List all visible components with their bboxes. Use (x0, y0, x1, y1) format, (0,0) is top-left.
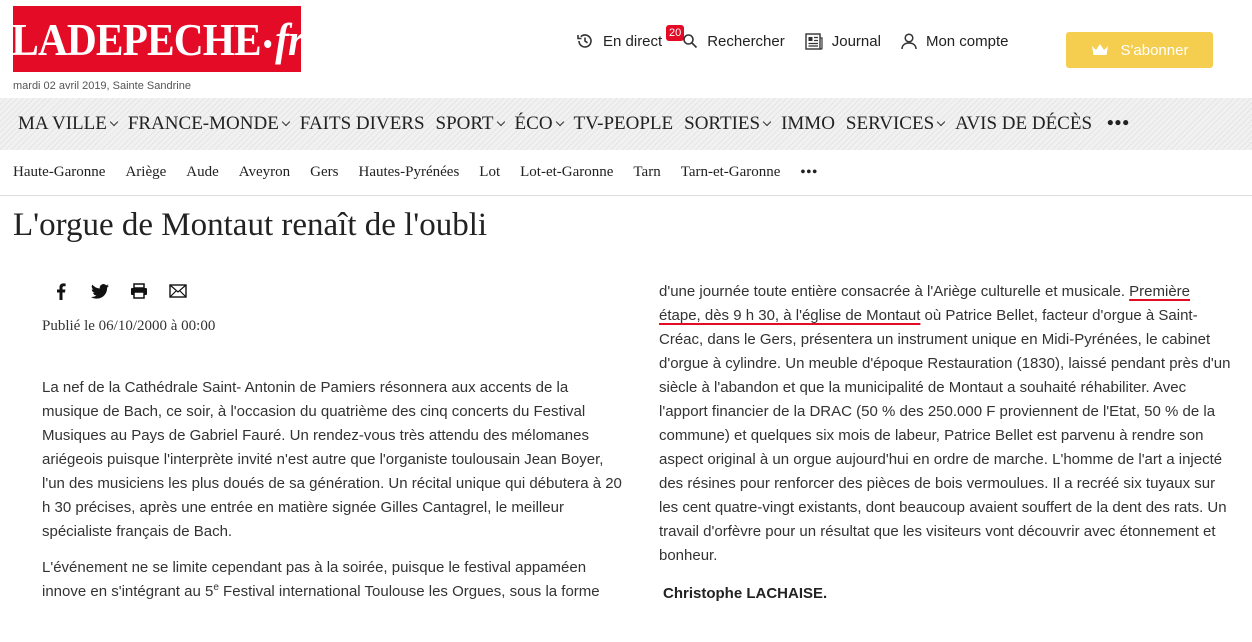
chevron-down-icon (555, 118, 563, 126)
article-paragraph: d'une journée toute entière consacrée à l'Ariège culturelle et musicale. Première étape, dès 9 h 30, à l'église de Montaut où Patrice Bellet, facteur d'orgue à Saint-Créac, dans le Gers, présentera un instrument unique en Midi-Pyrénées, le cabinet d'orgue à cylindre. Un meuble d'époque Restauration (1830), laissé pendant près d'un siècle à l'abandon et que la municipalité de Montaut a souhaité réhabiliter. Avec l'apport financier de la DRAC (50 % des 250.000 F proviennent de l'Etat, 50 % de la commune) et quelques six mois de labeur, Patrice Bellet est parvenu à rendre son aspect original à un orgue aujourd'hui en ordre de marche. L'homme de l'art a injecté des résines pour renforcer des pièces de bois vermoulues. Il a recréé six tuyaux sur les cent quatre-vingt existants, dont beaucoup avaient souffert de la dent des rats. Un travail d'orfèvre pour un résultat que les visiteurs vont découvrir avec étonnement et bonheur. (659, 283, 1231, 564)
nav-item-immo[interactable] (781, 113, 835, 135)
article-title: L'orgue de Montaut renaît de l'oubli (13, 207, 488, 243)
region-item-lot-et-garonne[interactable]: Lot-et-Garonne (520, 164, 614, 180)
region-item-tarn-et-garonne[interactable]: Tarn-et-Garonne (680, 164, 781, 180)
region-item-lot[interactable]: Lot (479, 164, 501, 180)
facebook-icon[interactable] (52, 282, 70, 300)
subscribe-button[interactable] (1066, 32, 1213, 68)
nav-label: IMMO (781, 113, 835, 134)
region-item-ariege[interactable]: Ariège (125, 164, 167, 180)
published-date: Publié le 06/10/2000 à 00:00 (42, 318, 216, 334)
logo-text: LADEPECHE fr (10, 13, 304, 65)
article-column-left (42, 376, 627, 616)
nav-label: FAITS DIVERS (299, 113, 425, 134)
site-logo[interactable] (10, 6, 304, 72)
article-author: Christophe LACHAISE. (663, 585, 828, 602)
live-label: En direct (603, 32, 663, 50)
nav-label: TV-PEOPLE (573, 113, 674, 134)
logo-dot (264, 40, 271, 48)
share-bar (52, 282, 208, 300)
article-column-right (659, 280, 1234, 580)
region-more-icon[interactable]: ••• (800, 164, 819, 180)
account-link[interactable] (901, 33, 1009, 50)
top-actions (576, 27, 1029, 50)
article-paragraph: La nef de la Cathédrale Saint- Antonin de Pamiers résonnera aux accents de la musique de Bach, ce soir, à l'occasion du quatrième des cinq concerts du Festival Musiques au Pays de Gabriel Fauré. Un rendez-vous très attendu des mélomanes ariégeois puisque l'interprète invité n'est autre que l'organiste toulousain Jean Boyer, l'un des musiciens les plus doués de sa génération. Un récital unique qui débutera à 20 h 30 précises, après une entrée en matière signée Gilles Cantagrel, le meilleur spécialiste français de Bach. (42, 379, 622, 540)
nav-label: SPORT (435, 113, 494, 134)
twitter-icon[interactable] (91, 282, 109, 300)
nav-item-services[interactable] (846, 113, 944, 135)
search-label: Rechercher (707, 32, 785, 50)
nav-label: FRANCE-MONDE (127, 113, 279, 134)
more-menu-icon[interactable]: ••• (1107, 113, 1130, 134)
inline-article-link[interactable]: Première étape, dès 9 h 30, à l'église de Montaut (659, 283, 1191, 324)
subscribe-label: S'abonner (1120, 41, 1189, 59)
chevron-down-icon (496, 118, 504, 126)
journal-link[interactable] (805, 33, 881, 50)
nav-item-faits-divers[interactable] (300, 113, 425, 135)
region-item-gers[interactable]: Gers (310, 164, 339, 180)
date-line: mardi 02 avril 2019, Sainte Sandrine (13, 80, 191, 92)
search-icon (682, 33, 698, 49)
region-nav (0, 150, 1252, 196)
journal-label: Journal (831, 32, 881, 50)
region-item-aude[interactable]: Aude (186, 164, 219, 180)
nav-item-avis-de-deces[interactable] (955, 113, 1092, 135)
chevron-down-icon (282, 118, 290, 126)
nav-item-eco[interactable] (515, 113, 563, 135)
article-paragraph: L'événement ne se limite cependant pas à la soirée, puisque le festival appaméen innove en s'intégrant au 5e Festival international Toulouse les Orgues, sous la forme (42, 559, 600, 600)
account-label: Mon compte (925, 32, 1009, 50)
chevron-down-icon (110, 118, 118, 126)
search-link[interactable] (682, 33, 785, 50)
region-item-hautes-pyrenees[interactable]: Hautes-Pyrénées (358, 164, 460, 180)
newspaper-icon (805, 33, 823, 50)
crown-icon (1091, 43, 1109, 57)
region-item-tarn[interactable]: Tarn (633, 164, 661, 180)
nav-item-tv-people[interactable] (574, 113, 674, 135)
main-nav (0, 98, 1252, 150)
nav-item-sport[interactable] (436, 113, 504, 135)
nav-item-sorties[interactable] (684, 113, 770, 135)
live-link[interactable] (576, 27, 682, 50)
user-icon (901, 33, 917, 50)
nav-item-france-monde[interactable] (128, 113, 289, 135)
mail-icon[interactable] (169, 282, 187, 300)
chevron-down-icon (937, 118, 945, 126)
region-item-aveyron[interactable]: Aveyron (238, 164, 291, 180)
nav-label: MA VILLE (18, 113, 107, 134)
print-icon[interactable] (130, 282, 148, 300)
history-icon (576, 32, 594, 50)
nav-label: SERVICES (845, 113, 935, 134)
nav-label: SORTIES (684, 113, 761, 134)
live-count-badge: 20 (666, 25, 684, 41)
nav-label: ÉCO (514, 113, 553, 134)
chevron-down-icon (763, 118, 771, 126)
region-item-haute-garonne[interactable]: Haute-Garonne (13, 164, 106, 180)
nav-item-ma-ville[interactable] (18, 113, 117, 135)
nav-label: AVIS DE DÉCÈS (955, 113, 1093, 134)
